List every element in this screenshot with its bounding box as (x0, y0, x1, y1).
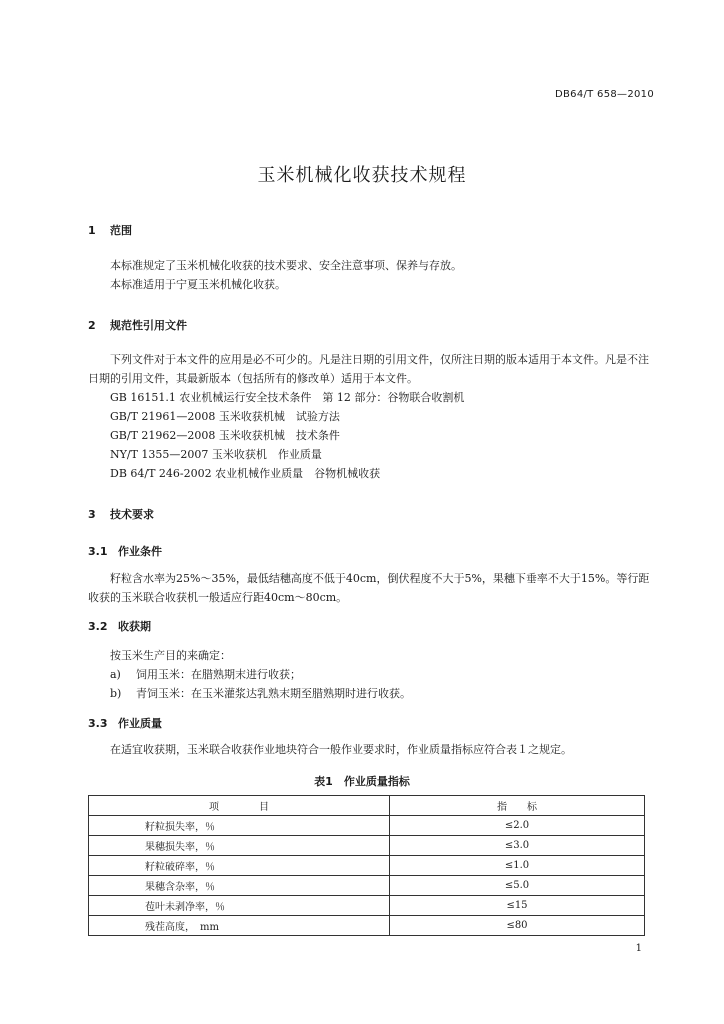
section-number: 3.2 (88, 620, 108, 633)
reference-item: NY/T 1355—2007 玉米收获机 作业质量 (110, 448, 322, 461)
column-header-item: 项 目 (89, 796, 390, 816)
table-row (89, 816, 645, 836)
section-title: 规范性引用文件 (110, 319, 187, 332)
reference-item: GB/T 21961—2008 玉米收获机械 试验方法 (110, 410, 340, 423)
row-item: 籽粒损失率，％ (89, 816, 390, 836)
section-title: 作业条件 (118, 545, 162, 558)
section-title: 作业质量 (118, 717, 162, 730)
table-row (89, 876, 645, 896)
section-3-1-text: 籽粒含水率为25%～35%，最低结穗高度不低于40cm，倒伏程度不大于5%，果穗下垂率不大于15%。等行距收获的玉米联合收获机一般适应行距40cm～80cm。 (88, 572, 650, 604)
list-item (110, 685, 411, 701)
section-number: 3.3 (88, 717, 108, 730)
table-header-row (89, 796, 645, 816)
section-3-1-heading (88, 543, 162, 559)
reference-item: GB/T 21962—2008 玉米收获机械 技术条件 (110, 429, 340, 442)
document-title: 玉米机械化收获技术规程 (257, 165, 467, 186)
list-item-text: 饲用玉米：在腊熟期末进行收获； (136, 668, 301, 681)
section-3-heading (88, 506, 154, 522)
standard-code: DB64/T 658—2010 (555, 89, 654, 100)
row-value: ≤2.0 (390, 816, 645, 836)
row-item: 苞叶未剥净率，％ (89, 896, 390, 916)
section-1-line-2: 本标准适用于宁夏玉米机械化收获。 (110, 278, 286, 291)
section-title: 收获期 (118, 620, 151, 633)
table-caption: 表1 作业质量指标 (314, 775, 410, 788)
table-row (89, 916, 645, 936)
row-item: 籽粒破碎率，％ (89, 856, 390, 876)
list-item-label: a) (110, 668, 121, 681)
page-number: 1 (635, 943, 642, 954)
section-number: 3.1 (88, 545, 108, 558)
row-value: ≤80 (390, 916, 645, 936)
reference-item: DB 64/T 246-2002 农业机械作业质量 谷物机械收获 (110, 467, 381, 480)
section-3-2-heading (88, 618, 151, 634)
list-item-label: b) (110, 687, 122, 700)
section-number: 3 (88, 508, 96, 521)
table-row (89, 836, 645, 856)
section-2-heading (88, 317, 187, 333)
section-number: 2 (88, 319, 96, 332)
section-1-heading (88, 222, 132, 238)
table-row (89, 856, 645, 876)
row-value: ≤3.0 (390, 836, 645, 856)
list-item-text: 青饲玉米：在玉米灌浆达乳熟末期至腊熟期时进行收获。 (136, 687, 411, 700)
row-item: 果穗损失率，％ (89, 836, 390, 856)
list-item (110, 666, 301, 682)
section-3-3-heading (88, 715, 162, 731)
row-value: ≤1.0 (390, 856, 645, 876)
table-row (89, 896, 645, 916)
section-1-line-1: 本标准规定了玉米机械化收获的技术要求、安全注意事项、保养与存放。 (110, 259, 462, 272)
section-2-intro: 下列文件对于本文件的应用是必不可少的。凡是注日期的引用文件，仅所注日期的版本适用于本文件。凡是不注日期的引用文件，其最新版本（包括所有的修改单）适用于本文件。 (88, 353, 649, 385)
column-header-index: 指 标 (390, 796, 645, 816)
section-3-3-text: 在适宜收获期，玉米联合收获作业地块符合一般作业要求时，作业质量指标应符合表１之规定。 (110, 743, 572, 756)
row-item: 果穗含杂率，％ (89, 876, 390, 896)
section-title: 技术要求 (110, 508, 154, 521)
section-3-2-intro: 按玉米生产目的来确定： (110, 649, 231, 662)
quality-index-table (88, 795, 645, 936)
section-number: 1 (88, 224, 96, 237)
reference-item: GB 16151.1 农业机械运行安全技术条件 第 12 部分：谷物联合收割机 (110, 391, 465, 404)
section-title: 范围 (110, 224, 132, 237)
row-item: 残茬高度， mm (89, 916, 390, 936)
row-value: ≤5.0 (390, 876, 645, 896)
row-value: ≤15 (390, 896, 645, 916)
